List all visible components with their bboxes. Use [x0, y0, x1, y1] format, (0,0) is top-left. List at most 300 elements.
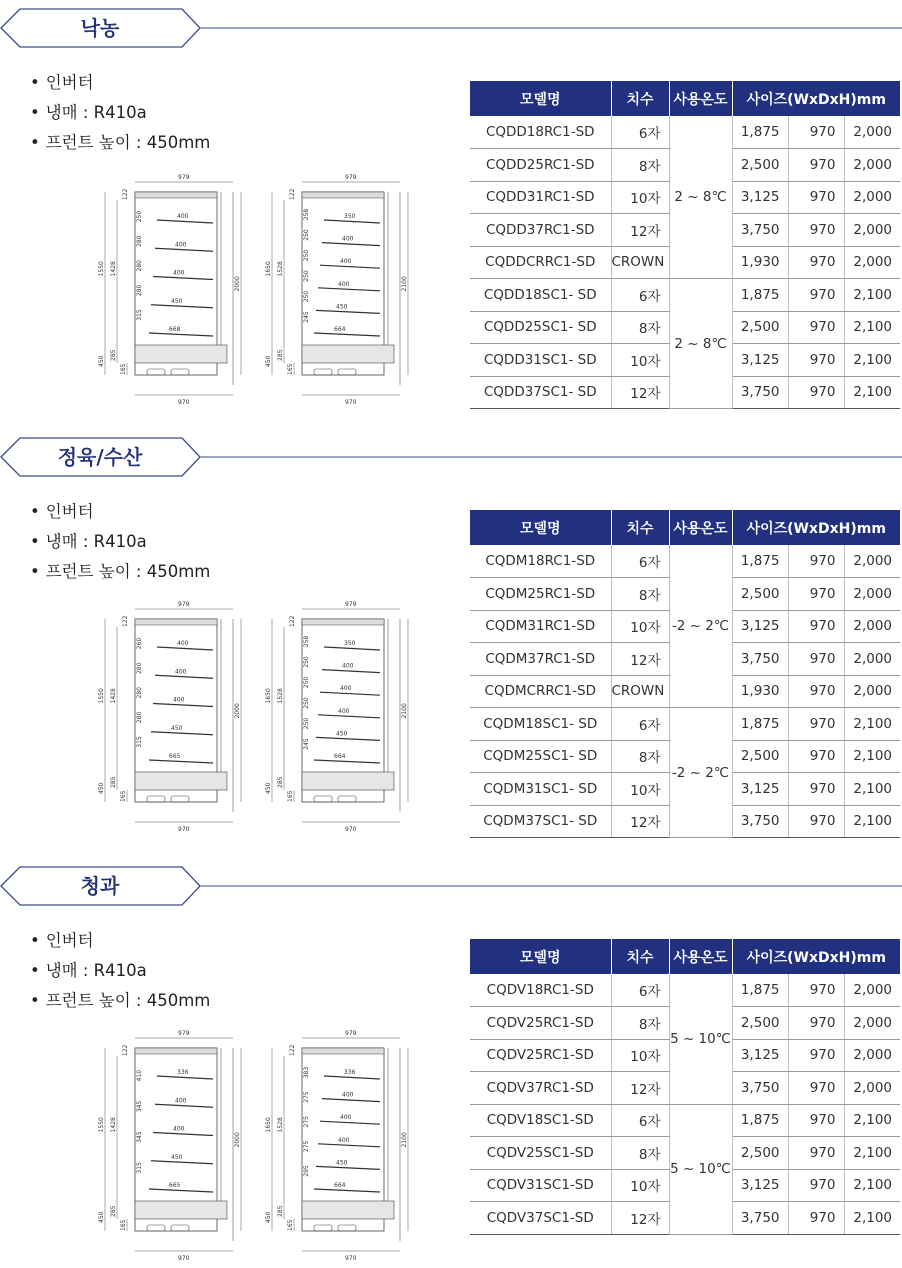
shelf-depth-label: 336: [177, 1069, 189, 1076]
size-cell: 6자: [611, 1104, 669, 1137]
dim-inner-height-label: 1528: [277, 1117, 284, 1133]
column-header: 사이즈(WxDxH)mm: [732, 510, 900, 545]
gap-label: 250: [303, 290, 310, 303]
width-cell: 2,500: [732, 740, 788, 773]
width-cell: 3,125: [732, 610, 788, 643]
depth-cell: 970: [788, 643, 844, 676]
table-row: [470, 545, 900, 578]
width-cell: 1,875: [732, 116, 788, 149]
table-row: [470, 116, 900, 149]
dim-top-label: 122: [289, 1044, 296, 1056]
shelf: [153, 277, 213, 280]
size-cell: 8자: [611, 1007, 669, 1040]
width-cell: 1,875: [732, 545, 788, 578]
height-cell: 2,000: [844, 246, 900, 279]
gap-label: 383: [303, 1066, 310, 1079]
gap-label: 250: [303, 249, 310, 262]
shelf: [151, 732, 213, 735]
depth-cell: 970: [788, 805, 844, 838]
model-cell: CQDD25RC1-SD: [470, 149, 611, 182]
size-cell: 8자: [611, 578, 669, 611]
shelf-depth-label: 400: [338, 707, 350, 715]
shelf: [320, 692, 380, 695]
gap-label: 260: [136, 637, 143, 650]
size-cell: 12자: [611, 805, 669, 838]
height-cell: 2,100: [844, 1137, 900, 1170]
model-cell: CQDM37RC1-SD: [470, 643, 611, 676]
table-row: [470, 1104, 900, 1137]
depth-cell: 970: [788, 376, 844, 409]
dim-top-label: 122: [122, 615, 129, 627]
shelf-depth-label: 400: [173, 1125, 185, 1133]
size-cell: 8자: [611, 740, 669, 773]
dim-total-height-label: 2100: [401, 276, 408, 292]
shelf-depth-label: 350: [344, 213, 356, 220]
case-diagram-a: [95, 597, 245, 836]
depth-cell: 970: [788, 1169, 844, 1202]
depth-cell: 970: [788, 214, 844, 247]
gap-label: 280: [136, 284, 143, 297]
dim-foot-label: 165: [287, 790, 294, 802]
column-header: 사용온도: [669, 510, 732, 545]
shelf-depth-label: 400: [342, 662, 354, 670]
height-cell: 2,100: [844, 311, 900, 344]
shelf-depth-label: 400: [173, 269, 185, 277]
size-cell: 12자: [611, 376, 669, 409]
base-tub: [135, 772, 227, 790]
table-header-row: [470, 81, 900, 116]
shelf: [316, 310, 380, 313]
shelf: [155, 1104, 213, 1107]
case-diagram-a: [95, 1026, 245, 1265]
shelf-depth-label: 400: [175, 1097, 187, 1105]
shelf-depth-label: 450: [171, 724, 183, 732]
width-cell: 3,750: [732, 376, 788, 409]
shelf: [318, 715, 380, 718]
shelf: [322, 243, 380, 246]
column-header: 치수: [611, 510, 669, 545]
dim-bottom-label: 970: [345, 399, 357, 405]
canopy: [302, 192, 384, 198]
gap-label: 250: [136, 210, 143, 223]
cross-section-svg: [95, 1026, 245, 1261]
model-cell: CQDV25SC1-SD: [470, 1137, 611, 1170]
gap-label: 280: [136, 687, 143, 699]
column-header: 사용온도: [669, 939, 732, 974]
shelf: [320, 1121, 380, 1124]
shelf-depth-label: 450: [336, 303, 348, 311]
shelf-depth-label: 400: [340, 685, 352, 693]
width-cell: 3,125: [732, 344, 788, 377]
spec-table: [470, 510, 900, 838]
model-cell: CQDV25RC1-SD: [470, 1007, 611, 1040]
canopy: [302, 1048, 384, 1054]
size-cell: 10자: [611, 610, 669, 643]
shelf: [314, 760, 380, 763]
shelf-depth-label: 664: [334, 753, 346, 760]
height-cell: 2,100: [844, 344, 900, 377]
model-cell: CQDM25RC1-SD: [470, 578, 611, 611]
size-cell: 8자: [611, 311, 669, 344]
model-cell: CQDM37SC1- SD: [470, 805, 611, 838]
feature-list: [30, 926, 210, 1016]
dim-height-label: 1550: [98, 1117, 105, 1133]
height-cell: 2,000: [844, 1072, 900, 1105]
shelf: [318, 1144, 380, 1147]
width-cell: 3,125: [732, 1039, 788, 1072]
width-cell: 2,500: [732, 1007, 788, 1040]
height-cell: 2,100: [844, 773, 900, 806]
dim-bottom-label: 970: [178, 1255, 190, 1261]
size-cell: 12자: [611, 1202, 669, 1235]
cross-section-svg: [262, 170, 412, 405]
shelf: [157, 647, 213, 650]
depth-cell: 970: [788, 116, 844, 149]
height-cell: 2,000: [844, 643, 900, 676]
model-cell: CQDM18RC1-SD: [470, 545, 611, 578]
width-cell: 1,875: [732, 708, 788, 741]
shelf: [318, 288, 380, 291]
base-tub: [302, 772, 394, 790]
height-cell: 2,100: [844, 708, 900, 741]
model-cell: CQDD37SC1- SD: [470, 376, 611, 409]
height-cell: 2,100: [844, 1169, 900, 1202]
gap-label: 275: [303, 1091, 310, 1103]
dim-inner-height-label: 1428: [110, 688, 117, 704]
dim-total-height-label: 2000: [234, 276, 241, 292]
dim-height-label: 1550: [98, 688, 105, 704]
shelf-depth-label: 665: [169, 1182, 181, 1189]
depth-cell: 970: [788, 1007, 844, 1040]
shelf-depth-label: 450: [171, 297, 183, 305]
shelf-depth-label: 400: [177, 640, 189, 647]
width-cell: 1,930: [732, 675, 788, 708]
canopy: [135, 192, 217, 198]
size-cell: 8자: [611, 149, 669, 182]
width-cell: 1,875: [732, 974, 788, 1007]
model-cell: CQDV25RC1-SD: [470, 1039, 611, 1072]
temp-cell: -2 ~ 2℃: [669, 708, 732, 838]
shelf-depth-label: 400: [173, 696, 185, 704]
size-cell: CROWN: [611, 246, 669, 279]
feature-item: • 냉매 : R410a: [30, 527, 210, 557]
shelf: [157, 1076, 213, 1079]
shelf: [322, 1099, 380, 1102]
gap-label: 345: [136, 1100, 143, 1113]
shelf-depth-label: 400: [338, 280, 350, 288]
depth-cell: 970: [788, 246, 844, 279]
height-cell: 2,000: [844, 610, 900, 643]
depth-cell: 970: [788, 1104, 844, 1137]
model-cell: CQDV37RC1-SD: [470, 1072, 611, 1105]
height-cell: 2,100: [844, 805, 900, 838]
width-cell: 3,125: [732, 1169, 788, 1202]
dim-height-label: 1650: [265, 688, 272, 704]
section-title: 낙농: [80, 16, 120, 40]
dim-bottom-label: 970: [345, 826, 357, 832]
dim-width-label: 979: [345, 601, 357, 608]
base-tub: [135, 1201, 227, 1219]
model-cell: CQDM25SC1- SD: [470, 740, 611, 773]
depth-cell: 970: [788, 675, 844, 708]
shelf-depth-label: 668: [169, 326, 181, 333]
depth-cell: 970: [788, 279, 844, 312]
shelf-depth-label: 350: [344, 640, 356, 647]
gap-label: 295: [303, 1165, 310, 1177]
gap-label: 258: [303, 208, 310, 221]
height-cell: 2,100: [844, 1202, 900, 1235]
shelf-depth-label: 664: [334, 326, 346, 333]
model-cell: CQDMCRRC1-SD: [470, 675, 611, 708]
shelf-depth-label: 400: [175, 241, 187, 249]
depth-cell: 970: [788, 578, 844, 611]
width-cell: 1,875: [732, 1104, 788, 1137]
depth-cell: 970: [788, 311, 844, 344]
size-cell: 6자: [611, 116, 669, 149]
shelf-depth-label: 336: [344, 1069, 356, 1076]
dim-width-label: 979: [345, 1030, 357, 1037]
gap-label: 410: [136, 1069, 143, 1082]
height-cell: 2,100: [844, 376, 900, 409]
model-cell: CQDDCRRC1-SD: [470, 246, 611, 279]
gap-label: 250: [303, 697, 310, 709]
size-cell: 12자: [611, 643, 669, 676]
dim-total-height-label: 2000: [234, 1132, 241, 1148]
dim-inner-height-label: 1528: [277, 261, 284, 277]
gap-label: 245: [303, 738, 310, 750]
gap-label: 250: [303, 270, 310, 282]
dim-inner-height-label: 1428: [110, 1117, 117, 1133]
dim-tub-label: 285: [110, 1205, 117, 1217]
column-header: 모델명: [470, 81, 611, 116]
height-cell: 2,000: [844, 149, 900, 182]
feature-item: • 프런트 높이 : 450mm: [30, 986, 210, 1016]
feature-list: [30, 68, 210, 158]
depth-cell: 970: [788, 773, 844, 806]
size-cell: CROWN: [611, 675, 669, 708]
depth-cell: 970: [788, 740, 844, 773]
spec-table: [470, 939, 900, 1235]
shelf: [151, 305, 213, 308]
gap-label: 250: [303, 717, 310, 730]
dim-height-label: 1650: [265, 1117, 272, 1133]
size-cell: 6자: [611, 708, 669, 741]
height-cell: 2,000: [844, 214, 900, 247]
canopy: [302, 619, 384, 625]
dim-width-label: 979: [178, 1030, 190, 1037]
model-cell: CQDM18SC1- SD: [470, 708, 611, 741]
dim-tub-label: 285: [277, 1205, 284, 1217]
shelf: [316, 1166, 380, 1169]
gap-label: 245: [303, 311, 310, 323]
dim-foot-label: 165: [120, 363, 127, 375]
shelf: [155, 675, 213, 678]
table-header-row: [470, 939, 900, 974]
base-tub: [302, 345, 394, 363]
dim-inner-height-label: 1428: [110, 261, 117, 277]
model-cell: CQDD18SC1- SD: [470, 279, 611, 312]
table-row: [470, 708, 900, 741]
column-header: 사용온도: [669, 81, 732, 116]
section-header: [0, 8, 902, 48]
height-cell: 2,000: [844, 1007, 900, 1040]
section-header: [0, 866, 902, 906]
model-cell: CQDV31SC1-SD: [470, 1169, 611, 1202]
feature-item: • 인버터: [30, 926, 210, 956]
size-cell: 8자: [611, 1137, 669, 1170]
feature-item: • 냉매 : R410a: [30, 98, 210, 128]
depth-cell: 970: [788, 1072, 844, 1105]
width-cell: 2,500: [732, 149, 788, 182]
dim-total-height-label: 2000: [234, 703, 241, 719]
width-cell: 2,500: [732, 311, 788, 344]
height-cell: 2,000: [844, 675, 900, 708]
case-diagram-a: [95, 170, 245, 409]
temp-cell: 2 ~ 8℃: [669, 116, 732, 279]
model-cell: CQDD37RC1-SD: [470, 214, 611, 247]
depth-cell: 970: [788, 1137, 844, 1170]
column-header: 사이즈(WxDxH)mm: [732, 81, 900, 116]
depth-cell: 970: [788, 344, 844, 377]
width-cell: 2,500: [732, 1137, 788, 1170]
height-cell: 2,000: [844, 1039, 900, 1072]
cross-section-svg: [262, 1026, 412, 1261]
column-header: 치수: [611, 939, 669, 974]
dim-top-label: 122: [122, 188, 129, 200]
depth-cell: 970: [788, 708, 844, 741]
cross-section-svg: [95, 597, 245, 832]
shelf: [316, 737, 380, 740]
height-cell: 2,000: [844, 545, 900, 578]
shelf: [324, 1076, 380, 1079]
height-cell: 2,100: [844, 1104, 900, 1137]
shelf: [155, 248, 213, 251]
shelf-depth-label: 400: [342, 235, 354, 243]
feature-item: • 프런트 높이 : 450mm: [30, 128, 210, 158]
dim-front-height-label: 450: [265, 355, 272, 367]
dim-bottom-label: 970: [345, 1255, 357, 1261]
shelf: [149, 1189, 213, 1192]
temp-cell: 5 ~ 10℃: [669, 974, 732, 1104]
shelf: [151, 1161, 213, 1164]
dim-front-height-label: 450: [98, 782, 105, 794]
depth-cell: 970: [788, 545, 844, 578]
shelf: [322, 670, 380, 673]
dim-bottom-label: 970: [178, 826, 190, 832]
shelf-depth-label: 400: [340, 1114, 352, 1122]
shelf-depth-label: 400: [175, 668, 187, 676]
gap-label: 280: [136, 235, 143, 247]
gap-label: 250: [303, 656, 310, 668]
dim-foot-label: 165: [287, 363, 294, 375]
width-cell: 1,930: [732, 246, 788, 279]
shelf-depth-label: 450: [336, 730, 348, 738]
width-cell: 2,500: [732, 578, 788, 611]
canopy: [135, 1048, 217, 1054]
temp-cell: -2 ~ 2℃: [669, 545, 732, 708]
shelf: [153, 1133, 213, 1136]
table-row: [470, 974, 900, 1007]
size-cell: 6자: [611, 974, 669, 1007]
shelf-depth-label: 400: [177, 213, 189, 220]
height-cell: 2,000: [844, 578, 900, 611]
depth-cell: 970: [788, 1039, 844, 1072]
dim-top-label: 122: [122, 1044, 129, 1056]
dim-foot-label: 165: [287, 1219, 294, 1231]
shelf: [324, 220, 380, 223]
canopy: [135, 619, 217, 625]
feature-item: • 냉매 : R410a: [30, 956, 210, 986]
dim-inner-height-label: 1528: [277, 688, 284, 704]
feature-item: • 프런트 높이 : 450mm: [30, 557, 210, 587]
gap-label: 315: [136, 1162, 143, 1174]
depth-cell: 970: [788, 610, 844, 643]
dim-front-height-label: 450: [98, 355, 105, 367]
gap-label: 280: [136, 711, 143, 724]
size-cell: 6자: [611, 545, 669, 578]
dim-bottom-label: 970: [178, 399, 190, 405]
shelf-depth-label: 400: [340, 258, 352, 266]
width-cell: 1,875: [732, 279, 788, 312]
gap-label: 345: [136, 1131, 143, 1143]
section-title: 정육/수산: [57, 445, 143, 469]
depth-cell: 970: [788, 149, 844, 182]
dim-width-label: 979: [178, 174, 190, 181]
base-tub: [135, 345, 227, 363]
width-cell: 3,750: [732, 1202, 788, 1235]
width-cell: 3,750: [732, 805, 788, 838]
dim-tub-label: 285: [277, 776, 284, 788]
height-cell: 2,000: [844, 974, 900, 1007]
size-cell: 10자: [611, 1169, 669, 1202]
spec-table: [470, 81, 900, 409]
dim-front-height-label: 450: [265, 782, 272, 794]
depth-cell: 970: [788, 974, 844, 1007]
shelf: [149, 333, 213, 336]
column-header: 모델명: [470, 939, 611, 974]
size-cell: 12자: [611, 1072, 669, 1105]
dim-top-label: 122: [289, 188, 296, 200]
gap-label: 258: [303, 635, 310, 648]
shelf-depth-label: 664: [334, 1182, 346, 1189]
shelf-depth-label: 450: [336, 1159, 348, 1167]
dim-front-height-label: 450: [98, 1211, 105, 1223]
model-cell: CQDV37SC1-SD: [470, 1202, 611, 1235]
gap-label: 250: [303, 676, 310, 689]
model-cell: CQDD18RC1-SD: [470, 116, 611, 149]
dim-height-label: 1550: [98, 261, 105, 277]
gap-label: 315: [136, 309, 143, 321]
gap-label: 280: [136, 662, 143, 674]
gap-label: 275: [303, 1140, 310, 1153]
model-cell: CQDD31SC1- SD: [470, 344, 611, 377]
column-header: 치수: [611, 81, 669, 116]
column-header: 모델명: [470, 510, 611, 545]
width-cell: 3,750: [732, 1072, 788, 1105]
size-cell: 10자: [611, 773, 669, 806]
case-diagram-b: [262, 597, 412, 836]
model-cell: CQDM31SC1- SD: [470, 773, 611, 806]
shelf-depth-label: 400: [338, 1136, 350, 1144]
size-cell: 10자: [611, 1039, 669, 1072]
gap-label: 275: [303, 1116, 310, 1128]
depth-cell: 970: [788, 1202, 844, 1235]
shelf-depth-label: 450: [171, 1153, 183, 1161]
model-cell: CQDV18RC1-SD: [470, 974, 611, 1007]
height-cell: 2,000: [844, 116, 900, 149]
dim-total-height-label: 2100: [401, 1132, 408, 1148]
case-diagram-b: [262, 1026, 412, 1265]
